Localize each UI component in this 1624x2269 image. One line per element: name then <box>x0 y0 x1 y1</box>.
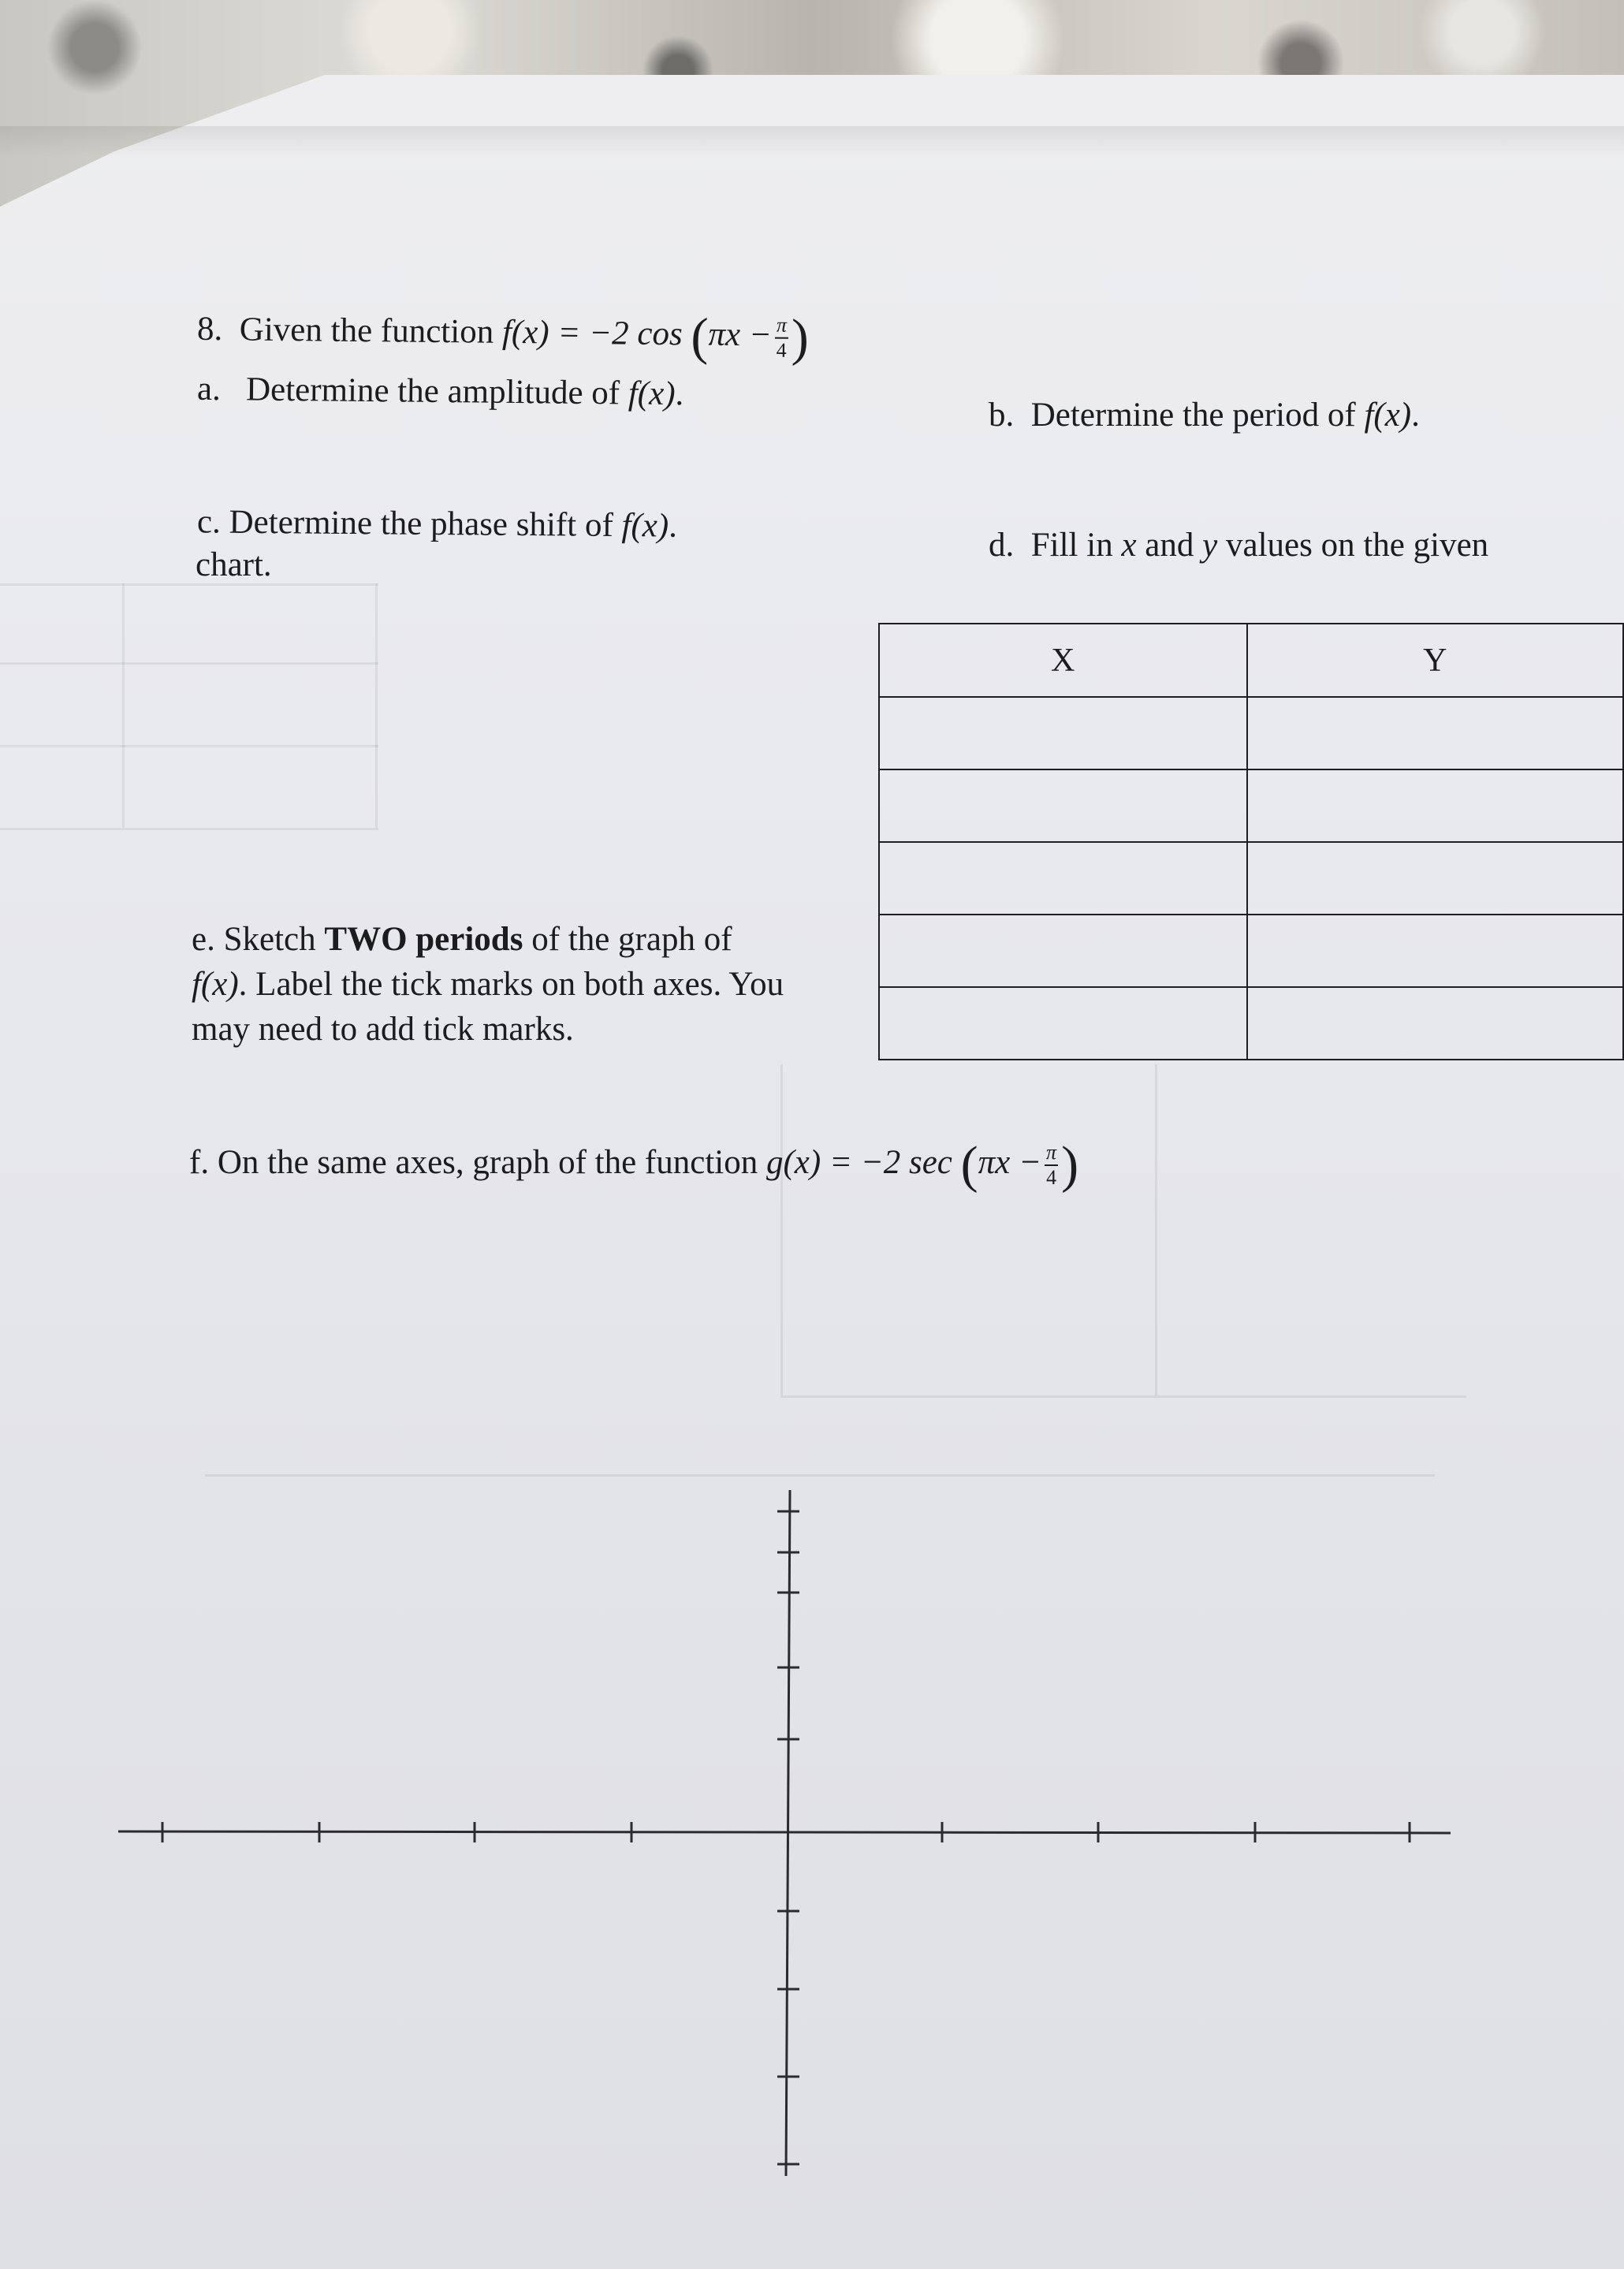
paper-shadow <box>0 126 1624 158</box>
pi-over-4-fraction <box>1045 1142 1058 1188</box>
y-cell[interactable] <box>1247 987 1623 1060</box>
blank-coordinate-axes[interactable] <box>110 1482 1466 2192</box>
part-c-line2: chart. <box>196 546 272 583</box>
part-f-text: On the same axes, graph of the function <box>217 1143 766 1181</box>
part-e-bold: TWO periods <box>324 921 523 958</box>
part-f-letter: f. <box>189 1143 210 1181</box>
problem-function-lhs: f(x) = −2 cos <box>501 313 683 353</box>
fraction-numerator: π <box>1045 1142 1058 1166</box>
part-d-x: x <box>1121 527 1137 564</box>
part-d <box>989 524 1488 567</box>
show-through-line <box>375 583 378 828</box>
show-through-line <box>122 583 125 828</box>
part-e-text-after: of the graph of <box>523 921 732 958</box>
y-cell[interactable] <box>1247 697 1623 769</box>
problem-function-inner: πx − <box>708 315 773 354</box>
part-d-rest: values on the given <box>1217 527 1489 564</box>
show-through-line <box>780 1064 783 1395</box>
part-e-line2 <box>192 963 784 1006</box>
part-e-text: Sketch <box>223 921 325 958</box>
pi-over-4-fraction <box>775 315 789 361</box>
part-d-letter: d. <box>989 527 1015 564</box>
part-d-mid: and <box>1136 527 1203 564</box>
part-c-period-mark: . <box>668 507 678 545</box>
part-c-letter: c. <box>196 503 222 541</box>
part-a-expr: f(x) <box>628 374 676 413</box>
open-paren: ( <box>691 307 709 366</box>
part-e-letter: e. <box>192 921 215 958</box>
part-b-text: Determine the period of <box>1030 397 1365 434</box>
show-through-line <box>0 662 378 665</box>
close-paren: ) <box>1061 1136 1079 1194</box>
part-e-line3: may need to add tick marks. <box>192 1011 574 1048</box>
x-cell[interactable] <box>879 915 1247 987</box>
table-row <box>879 842 1623 915</box>
x-cell[interactable] <box>879 987 1247 1060</box>
part-b-letter: b. <box>989 397 1015 434</box>
part-a <box>197 368 684 415</box>
header-y: Y <box>1247 624 1623 697</box>
part-d-y: y <box>1202 527 1218 564</box>
show-through-line <box>0 583 378 586</box>
part-e-line1 <box>192 918 732 961</box>
show-through-line <box>205 1474 1435 1477</box>
problem-number: 8. <box>196 310 223 348</box>
part-b-expr: f(x) <box>1364 397 1412 434</box>
part-d-text: Fill in <box>1030 527 1122 564</box>
show-through-line <box>0 745 378 747</box>
open-paren: ( <box>960 1136 978 1194</box>
part-a-text: Determine the amplitude of <box>245 371 629 412</box>
close-paren: ) <box>791 308 810 367</box>
part-c <box>197 501 677 547</box>
x-cell[interactable] <box>879 697 1247 769</box>
part-c-text: Determine the phase shift of <box>229 503 622 545</box>
show-through-line <box>1155 1064 1157 1395</box>
part-a-period-mark: . <box>675 375 684 413</box>
table-row <box>879 769 1623 842</box>
part-e-expr: f(x) <box>192 966 239 1003</box>
fraction-denominator: 4 <box>776 338 787 362</box>
table-row <box>879 697 1623 769</box>
part-b-period-mark: . <box>1411 397 1420 434</box>
fraction-numerator: π <box>775 315 788 339</box>
part-a-letter: a. <box>196 370 222 408</box>
y-cell[interactable] <box>1247 842 1623 915</box>
x-cell[interactable] <box>879 842 1247 915</box>
x-cell[interactable] <box>879 769 1247 842</box>
y-cell[interactable] <box>1247 915 1623 987</box>
show-through-line <box>780 1395 1466 1398</box>
table-header-row <box>879 624 1623 697</box>
y-cell[interactable] <box>1247 769 1623 842</box>
header-x: X <box>879 624 1247 697</box>
table-row <box>879 987 1623 1060</box>
fraction-denominator: 4 <box>1046 1166 1057 1189</box>
part-f-function-lhs: g(x) = −2 sec <box>765 1143 952 1181</box>
show-through-line <box>0 828 378 830</box>
part-f <box>189 1136 1079 1194</box>
part-f-function-inner: πx − <box>978 1143 1042 1181</box>
table-row <box>879 915 1623 987</box>
problem-intro: Given the function <box>239 311 503 351</box>
problem-heading <box>196 306 810 367</box>
xy-value-table <box>878 623 1624 1060</box>
part-e-line2-rest: . Label the tick marks on both axes. You <box>238 966 784 1003</box>
part-c-expr: f(x) <box>621 507 669 545</box>
part-b <box>989 394 1420 437</box>
